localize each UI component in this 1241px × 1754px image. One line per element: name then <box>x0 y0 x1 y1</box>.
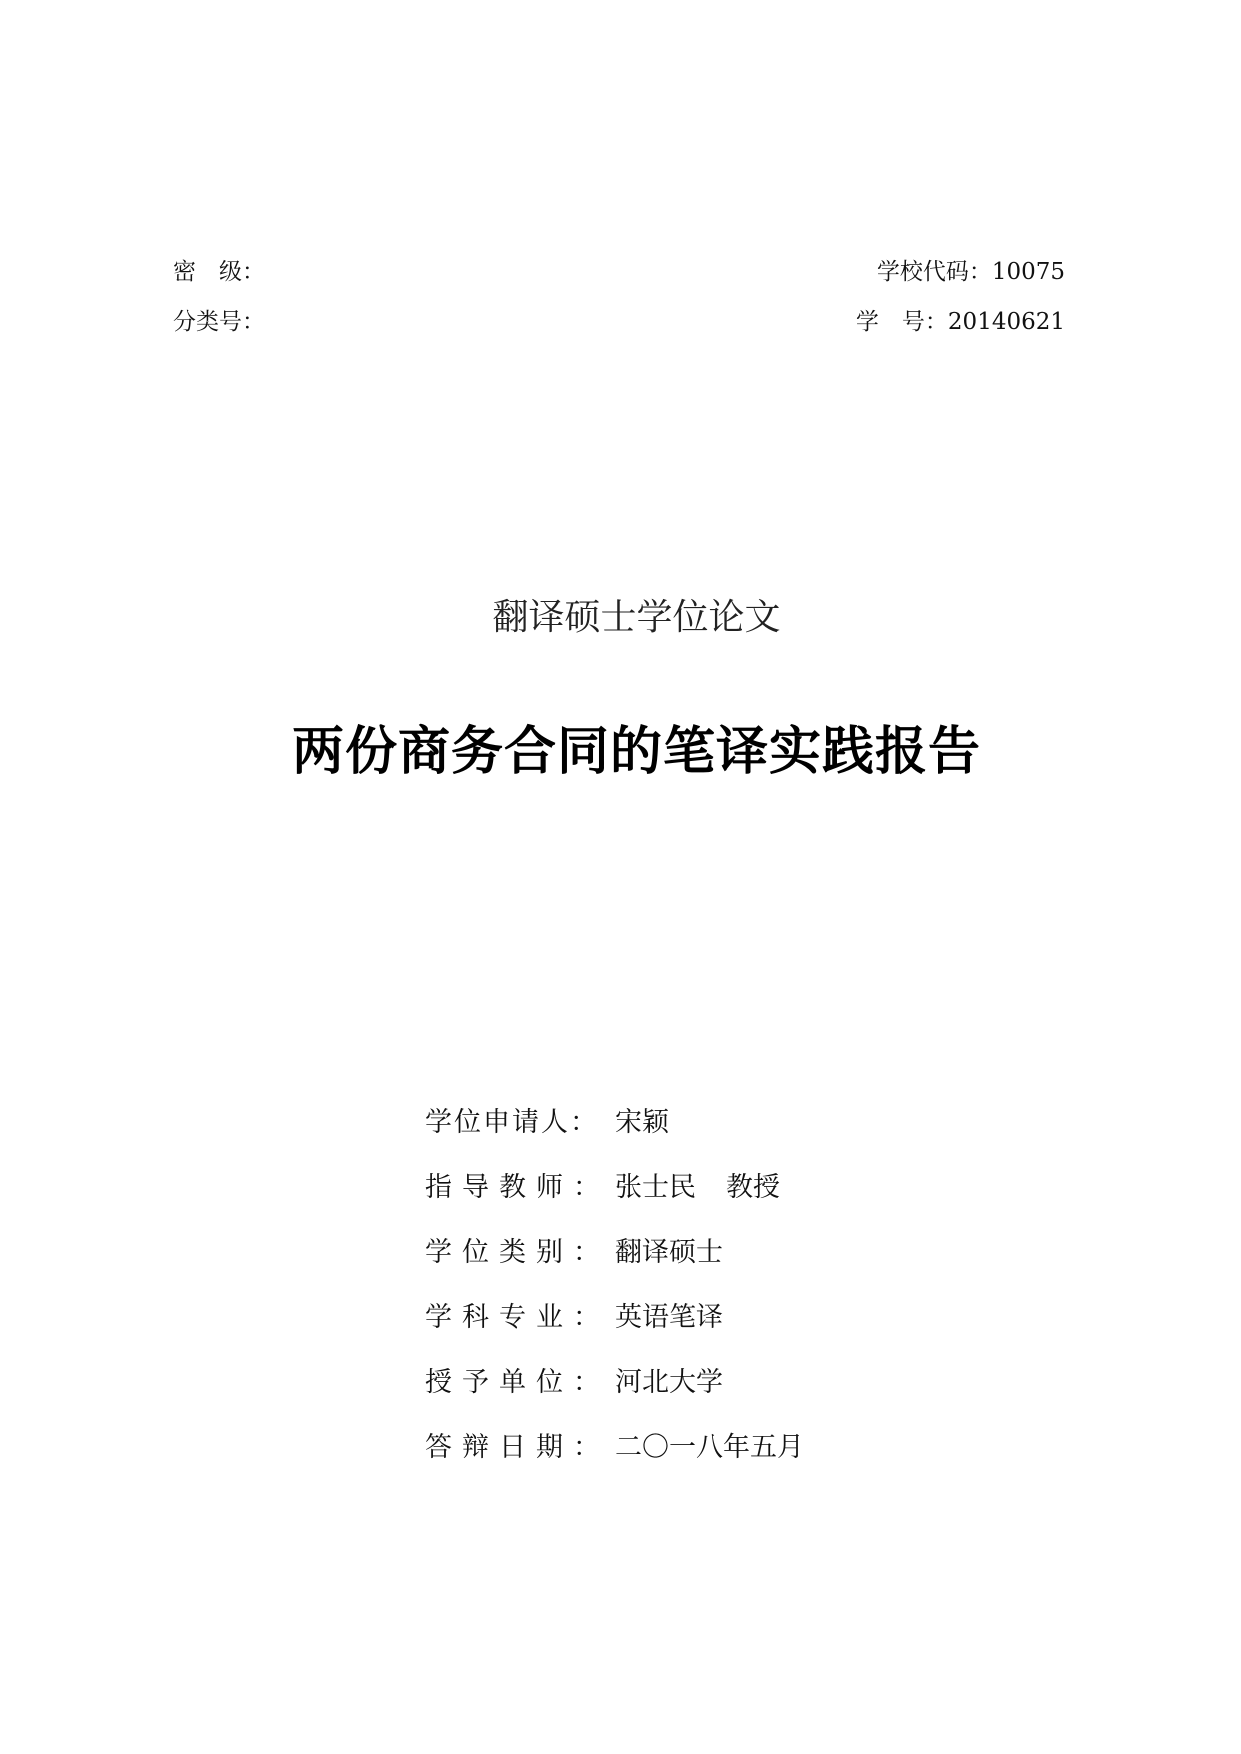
author-info-block <box>425 1100 804 1490</box>
applicant-label: 学位申请人： <box>425 1107 599 1138</box>
applicant-value: 宋颖 <box>615 1107 669 1138</box>
advisor-title: 教授 <box>726 1172 780 1203</box>
applicant-row <box>425 1100 804 1165</box>
defense-date-value: 二〇一八年五月 <box>615 1432 804 1463</box>
secrecy-level-field <box>173 258 265 286</box>
defense-date-row <box>425 1425 804 1490</box>
school-code-value: 10075 <box>991 259 1065 285</box>
degree-category-row <box>425 1230 804 1295</box>
advisor-label: 指导教师： <box>425 1172 610 1203</box>
major-row <box>425 1295 804 1360</box>
school-code-field <box>877 258 1065 286</box>
major-label: 学科专业： <box>425 1302 610 1333</box>
institution-value: 河北大学 <box>615 1367 723 1398</box>
secrecy-level-label: 密 级： <box>173 259 265 285</box>
student-id-value: 20140621 <box>947 309 1065 335</box>
classification-label: 分类号： <box>173 309 265 335</box>
major-value: 英语笔译 <box>615 1302 723 1333</box>
institution-row <box>425 1360 804 1425</box>
advisor-name: 张士民 <box>615 1172 696 1203</box>
advisor-row <box>425 1165 804 1230</box>
defense-date-label: 答辩日期： <box>425 1432 610 1463</box>
degree-category-label: 学位类别： <box>425 1237 610 1268</box>
degree-category-value: 翻译硕士 <box>615 1237 723 1268</box>
advisor-value <box>615 1165 780 1204</box>
classification-field <box>173 308 265 336</box>
school-code-label: 学校代码： <box>876 259 992 285</box>
student-id-field <box>856 308 1065 336</box>
institution-label: 授予单位： <box>425 1367 610 1398</box>
degree-type-heading: 翻译硕士学位论文 <box>492 597 781 638</box>
student-id-label: 学 号： <box>855 309 948 335</box>
thesis-title: 两份商务合同的笔译实践报告 <box>291 722 981 782</box>
